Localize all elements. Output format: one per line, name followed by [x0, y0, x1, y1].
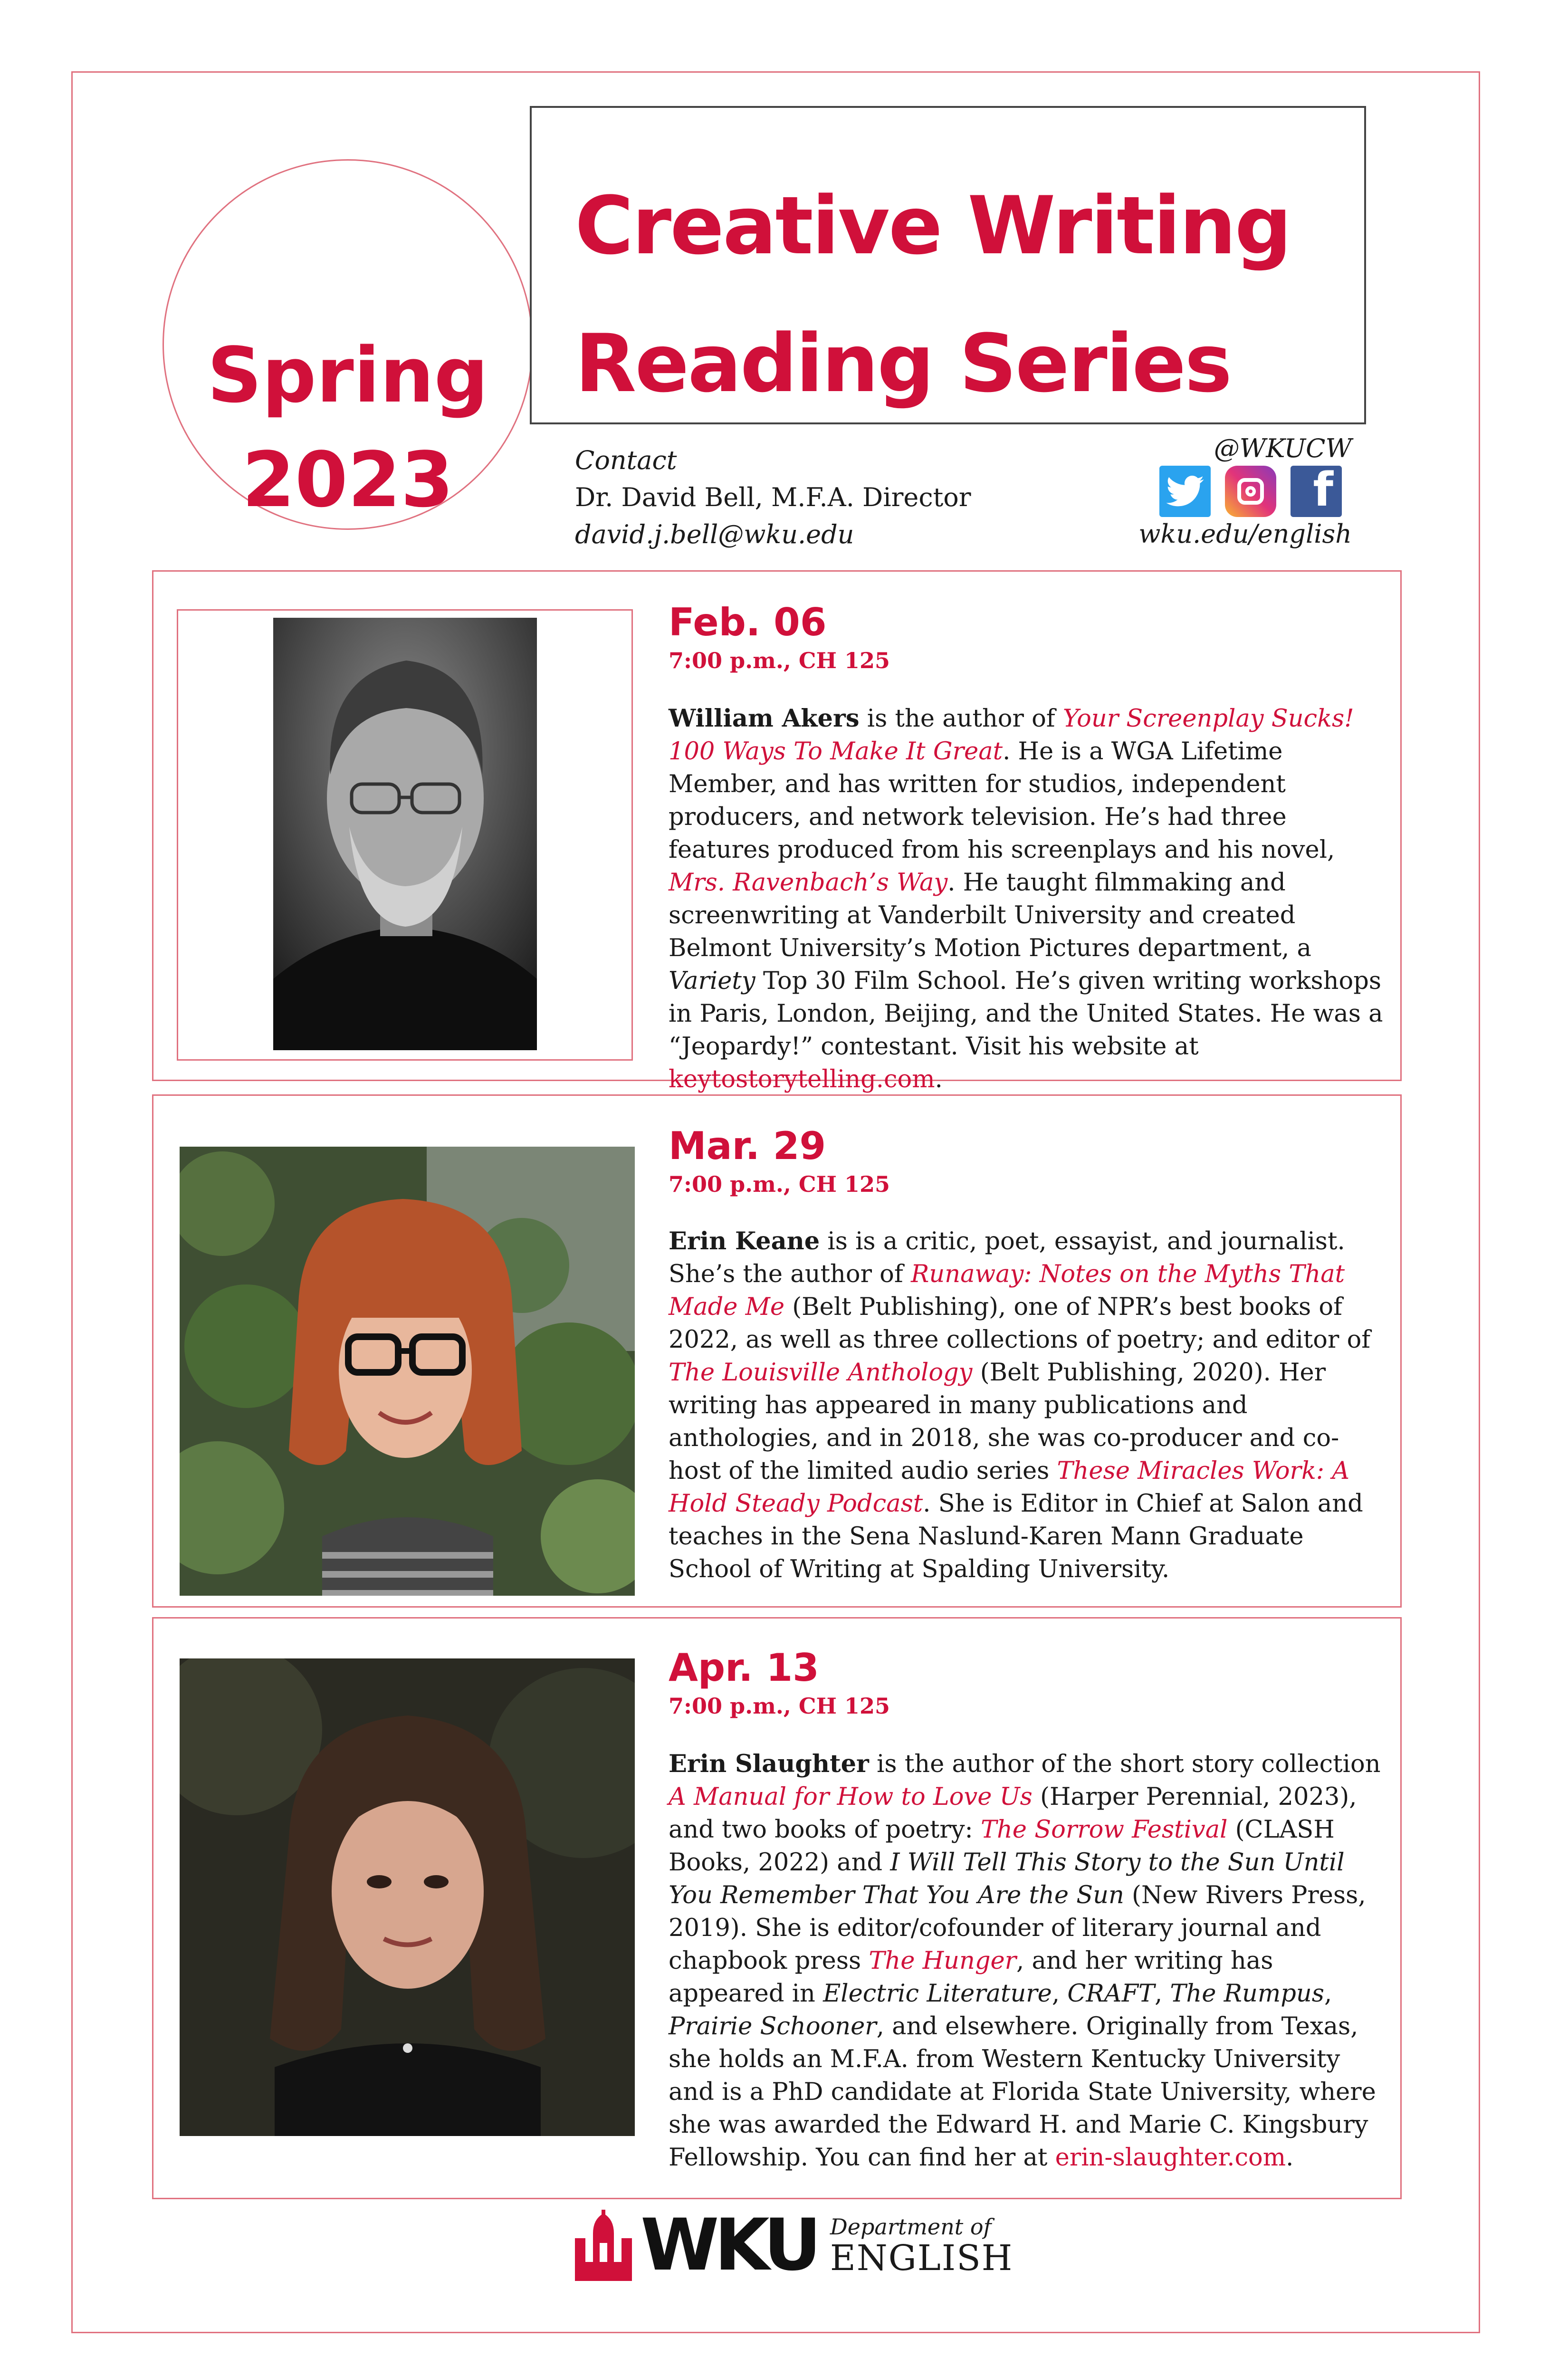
book-title: The Louisville Anthology	[669, 1359, 973, 1387]
bio-text: is the author of	[859, 705, 1063, 733]
bio-text: .	[935, 1065, 943, 1093]
publication-title: The Rumpus	[1170, 1980, 1324, 2008]
bio-text: .	[1286, 2144, 1294, 2172]
podcast-title: These Miracles Work: A Hold Steady Podcast	[669, 1457, 1350, 1518]
wku-english-logo	[575, 2204, 1013, 2287]
bio-text: ,	[1324, 1980, 1332, 2008]
bio-text: , and elsewhere. Originally from Texas, she holds an M.F.A. from Western Kentucky University and is a PhD candidate at Florida State University, where she was awarded the Edward H. and Marie C. Kingsbury Fellowship. You can find her at	[669, 2012, 1376, 2172]
event-time-3: 7:00 p.m., CH 125	[669, 1693, 890, 1719]
facebook-icon[interactable]: f	[1291, 466, 1342, 517]
bio-text: ,	[1154, 1980, 1170, 2008]
event-date-3: Apr. 13	[669, 1646, 819, 1690]
contact-block	[575, 442, 971, 553]
bio-text: , and her writing has appeared in	[669, 1947, 1273, 2008]
author-name: Erin Slaughter	[669, 1750, 869, 1778]
instagram-icon[interactable]	[1225, 466, 1276, 517]
author-name: Erin Keane	[669, 1227, 820, 1255]
title-line-1: Creative Writing	[575, 179, 1291, 272]
bio-text: (Belt Publishing, 2020). Her writing has appeared in many publications and anthologies, and in 2018, she was co-producer and co-host of the limited audio series	[669, 1359, 1339, 1485]
department-english: ENGLISH	[830, 2238, 1013, 2279]
press-title: The Hunger	[869, 1947, 1017, 1975]
publication-title: CRAFT	[1067, 1980, 1155, 2008]
bio-text: is the author of the short story collection	[869, 1750, 1381, 1778]
event-time-1: 7:00 p.m., CH 125	[669, 648, 890, 673]
social-handle: @WKUCW	[1214, 433, 1352, 463]
author-photo-william-akers	[273, 618, 537, 1050]
event-bio-1	[669, 702, 1391, 1096]
book-title: The Sorrow Festival	[980, 1816, 1228, 1844]
contact-label: Contact	[575, 445, 677, 475]
bio-text: (Harper Perennial, 2023), and two books of poetry:	[669, 1783, 1357, 1844]
book-title: Runaway: Notes on the Myths That Made Me	[669, 1260, 1345, 1321]
bio-text: . He is a WGA Lifetime Member, and has written for studios, independent producers, and network television. He’s had three features produced from his screenplays and his novel,	[669, 738, 1335, 864]
publication-title: Variety	[669, 967, 755, 995]
bio-text: is is a critic, poet, essayist, and journalist. She’s the author of	[669, 1227, 1345, 1288]
book-title: Your Screenplay Sucks! 100 Ways To Make It Great	[669, 705, 1354, 766]
bio-text: . He taught filmmaking and screenwriting at Vanderbilt University and created Belmont University’s Motion Pictures department, a	[669, 869, 1311, 962]
social-icons	[1159, 463, 1342, 519]
publication-title: Prairie Schooner	[669, 2012, 877, 2041]
website-link[interactable]: wku.edu/english	[1138, 519, 1352, 549]
event-bio-2	[669, 1225, 1391, 1586]
social-block	[1214, 430, 1352, 467]
book-title: A Manual for How to Love Us	[669, 1783, 1033, 1811]
event-bio-3	[669, 1748, 1391, 2174]
author-website-link[interactable]: erin-slaughter.com	[1055, 2144, 1286, 2172]
twitter-icon[interactable]	[1159, 466, 1211, 517]
event-date-2: Mar. 29	[669, 1124, 826, 1168]
wku-cupola-icon	[575, 2210, 632, 2281]
book-title: Mrs. Ravenbach’s Way	[669, 869, 948, 897]
wku-wordmark: WKU	[641, 2204, 817, 2287]
bio-text: (New Rivers Press, 2019). She is editor/cofounder of literary journal and chapbook press	[669, 1881, 1366, 1975]
author-photo-erin-keane	[180, 1147, 635, 1596]
author-website-link[interactable]: keytostorytelling.com	[669, 1065, 935, 1093]
season-label	[163, 323, 533, 532]
contact-name: Dr. David Bell, M.F.A. Director	[575, 482, 971, 512]
publication-title: Electric Literature	[823, 1980, 1052, 2008]
bio-text: ,	[1052, 1980, 1068, 2008]
title-line-2: Reading Series	[575, 317, 1231, 410]
bio-text: . She is Editor in Chief at Salon and teaches in the Sena Naslund-Karen Mann Graduate School of Writing at Spalding University.	[669, 1490, 1363, 1583]
book-title: I Will Tell This Story to the Sun Until You Remember That You Are the Sun	[669, 1849, 1345, 1909]
department-name	[830, 2214, 1013, 2277]
season-year: 2023	[242, 435, 454, 524]
bio-text: (CLASH Books, 2022) and	[669, 1816, 1335, 1877]
bio-text: (Belt Publishing), one of NPR’s best books of 2022, as well as three collections of poetry; and editor of	[669, 1293, 1371, 1354]
page-title	[575, 157, 1291, 432]
event-time-2: 7:00 p.m., CH 125	[669, 1171, 890, 1197]
event-date-1: Feb. 06	[669, 600, 827, 644]
author-photo-erin-slaughter	[180, 1658, 635, 2136]
bio-text: Top 30 Film School. He’s given writing workshops in Paris, London, Beijing, and the United States. He was a “Jeopardy!” contestant. Visit his website at	[669, 967, 1383, 1061]
season-word: Spring	[207, 331, 488, 420]
author-name: William Akers	[669, 704, 860, 733]
department-of: Department of	[830, 2214, 992, 2240]
contact-email[interactable]: david.j.bell@wku.edu	[575, 519, 854, 549]
website-block	[1138, 516, 1352, 553]
